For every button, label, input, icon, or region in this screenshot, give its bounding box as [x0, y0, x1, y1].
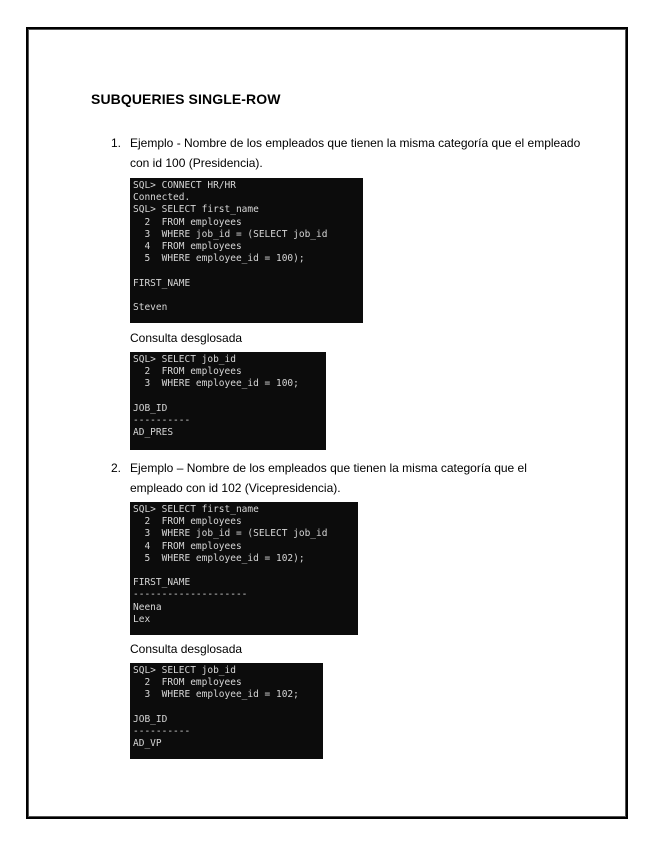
terminal-line: 3 WHERE job_id = (SELECT job_id [133, 528, 328, 540]
sql-terminal-screenshot [130, 178, 363, 323]
terminal-line: Lex [133, 613, 151, 625]
terminal-line: 2 FROM employees [133, 516, 242, 528]
terminal-line: -------------------- [133, 589, 248, 601]
terminal-line: SQL> SELECT job_id [133, 354, 236, 365]
terminal-line: 3 WHERE employee_id = 102; [133, 689, 299, 701]
terminal-line [133, 702, 320, 714]
terminal-line: ---------- [133, 725, 191, 737]
terminal-line: 2 FROM employees [133, 216, 242, 228]
terminal-line [133, 391, 323, 403]
terminal-line [133, 565, 355, 577]
terminal-line: SQL> SELECT job_id [133, 665, 236, 676]
terminal-line: 4 FROM employees [133, 240, 242, 252]
terminal-line: FIRST_NAME [133, 277, 191, 289]
list-item-text: Ejemplo - Nombre de los empleados que tienen la misma categoría que el empleado con id 100 (Presidencia). [130, 136, 581, 170]
terminal-line: AD_VP [133, 738, 162, 750]
terminal-line: Neena [133, 601, 162, 613]
terminal-line: 2 FROM employees [133, 677, 242, 689]
sql-terminal-screenshot-breakdown [130, 352, 326, 450]
list-item-number: 2. [111, 461, 122, 475]
terminal-line: 5 WHERE employee_id = 102); [133, 552, 305, 564]
terminal-line: SQL> SELECT first_name [133, 204, 259, 216]
terminal-line: AD_PRES [133, 427, 174, 439]
terminal-line: SQL> CONNECT HR/HR [133, 180, 236, 191]
list-item-2 [111, 458, 581, 498]
breakdown-caption: Consulta desglosada [130, 642, 243, 656]
sql-terminal-screenshot-breakdown [130, 663, 323, 759]
terminal-line: Connected. [133, 192, 191, 204]
list-item-1 [111, 133, 581, 173]
terminal-line: JOB_ID [133, 713, 168, 725]
terminal-line [133, 265, 360, 277]
terminal-line: 3 WHERE job_id = (SELECT job_id [133, 228, 328, 240]
list-item-text: Ejemplo – Nombre de los empleados que tienen la misma categoría que el empleado con id 102 (Vicepresidencia). [130, 461, 527, 495]
list-item-number: 1. [111, 136, 122, 150]
terminal-line: JOB_ID [133, 402, 168, 414]
sql-terminal-screenshot [130, 502, 358, 635]
terminal-line: 5 WHERE employee_id = 100); [133, 253, 305, 265]
breakdown-caption: Consulta desglosada [130, 331, 243, 345]
terminal-line: 2 FROM employees [133, 366, 242, 378]
terminal-line: SQL> SELECT first_name [133, 504, 259, 515]
terminal-line: 3 WHERE employee_id = 100; [133, 378, 299, 390]
terminal-line: Steven [133, 301, 168, 313]
terminal-line: 4 FROM employees [133, 540, 242, 552]
terminal-line: ---------- [133, 414, 191, 426]
page-title: SUBQUERIES SINGLE-ROW [91, 91, 281, 107]
terminal-line [133, 290, 360, 302]
terminal-line: FIRST_NAME [133, 577, 191, 589]
